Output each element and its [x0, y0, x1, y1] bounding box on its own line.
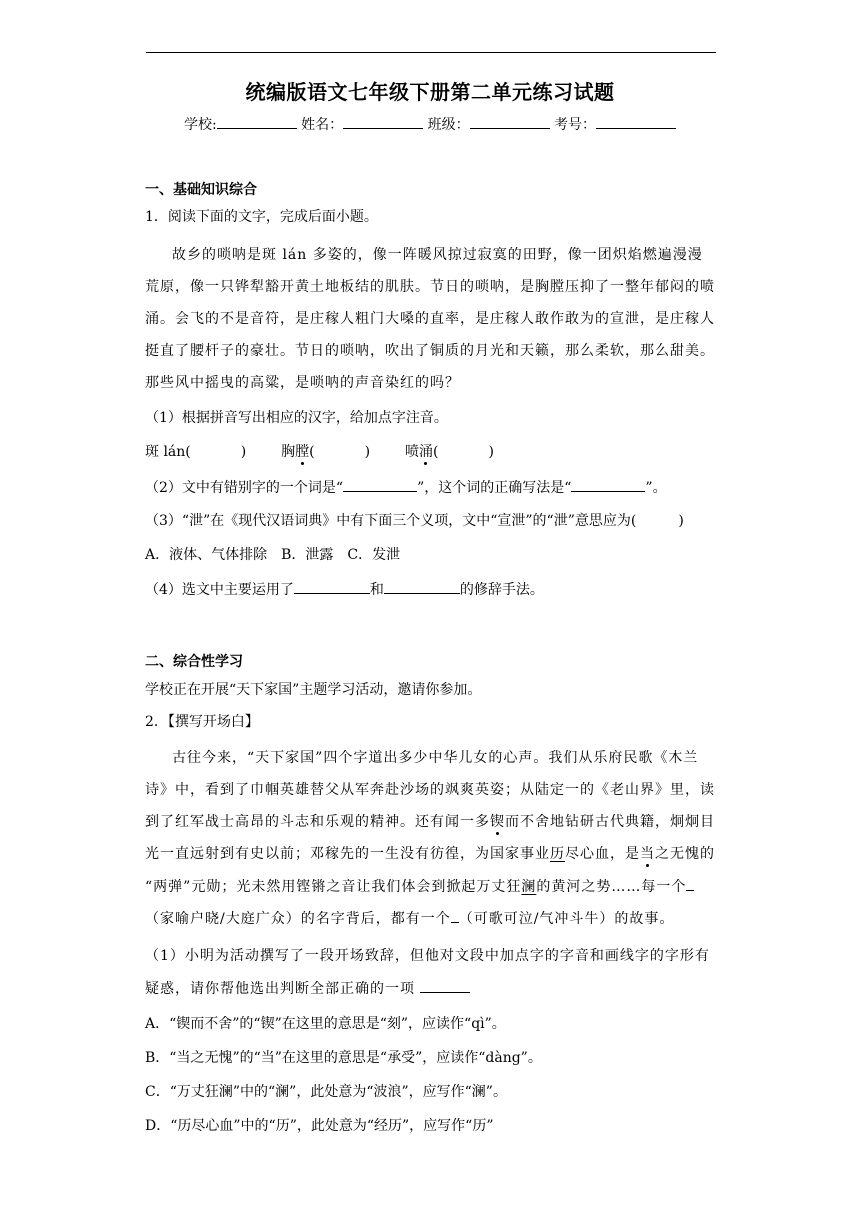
opening-line-4 — [145, 844, 715, 864]
sub-question-2-1-answer[interactable] — [420, 978, 470, 993]
sub4-blank-2[interactable] — [384, 579, 460, 594]
exam-no-blank[interactable] — [596, 114, 676, 129]
page-title: 统编版语文七年级下册第二单元练习试题 — [245, 80, 615, 104]
pinyin-c-open: ( — [432, 444, 439, 460]
class-label: 班级： — [427, 117, 470, 133]
school-blank[interactable] — [217, 114, 297, 129]
passage-line-5: 那些风中摇曳的高粱，是唢呐的声音染红的吗？ — [145, 375, 460, 391]
opening-line-4-a: 光一直远射到有史以前；邓稼先的一生没有彷徨，为国家事业 — [145, 846, 550, 862]
sub3-close: ) — [678, 513, 684, 529]
pinyin-row — [145, 442, 494, 462]
option-b[interactable]: B．“当之无愧”的“当”在这里的意思是“承受”，应读作“dàng”。 — [145, 1050, 542, 1066]
top-rule — [146, 52, 716, 53]
pinyin-b-close: ) — [364, 444, 371, 460]
pinyin-c-close: ) — [488, 444, 494, 460]
pinyin-b-pre: 胸 — [281, 444, 296, 460]
sub-question-1-4 — [145, 579, 544, 600]
sub2-text-c: ”。 — [645, 480, 667, 496]
pinyin-c-dotted-char: 涌 — [418, 444, 433, 460]
option-d[interactable]: D．“历尽心血”中的“历”，此处意为“经历”，应写作“历” — [145, 1118, 494, 1134]
sub4-text-a: （4）选文中主要运用了 — [145, 582, 294, 598]
sub4-text-b: 和 — [369, 582, 384, 598]
name-blank[interactable] — [343, 114, 423, 129]
sub3-options: A．液体、气体排除 B．泄露 C．发泄 — [145, 547, 401, 563]
exam-no-label: 考号： — [554, 117, 597, 133]
sub-question-2-1-text: 疑惑，请你帮他选出判断全部正确的一项 — [145, 981, 415, 997]
option-a[interactable]: A．“锲而不舍”的“锲”在这里的意思是“刻”，应读作“qì”。 — [145, 1016, 506, 1032]
pinyin-c-pre: 喷 — [404, 444, 419, 460]
underlined-char-li: 历 — [550, 846, 565, 862]
opening-line-2: 诗》中，看到了巾帼英雄替父从军奔赴沙场的飒爽英姿；从陆定一的《老山界》里，读 — [145, 782, 715, 798]
opening-line-5-b: 的黄河之势……每一个 — [536, 879, 687, 895]
dotted-char-dang: 当 — [640, 846, 655, 862]
opening-line-4-c: 之无愧的 — [655, 846, 715, 862]
pinyin-a-close: ) — [240, 444, 247, 460]
opening-line-3-a: 到了红军战士高昂的斗志和乐观的精神。还有闻一多 — [145, 814, 490, 830]
question-1-stem: 1．阅读下面的文字，完成后面小题。 — [145, 209, 378, 225]
word-choice-blank-1[interactable] — [686, 876, 694, 891]
sub4-blank-1[interactable] — [294, 579, 370, 594]
section2-heading: 二、综合性学习 — [145, 654, 243, 670]
sub-question-1-1: （1）根据拼音写出相应的汉字，给加点字注音。 — [145, 410, 448, 426]
pinyin-a-label: 斑 lán( — [145, 444, 191, 460]
sub-question-2-1-line-2 — [145, 978, 470, 999]
class-blank[interactable] — [470, 114, 550, 129]
sub4-text-c: 的修辞手法。 — [459, 582, 544, 598]
option-c[interactable]: C．“万丈狂澜”中的“澜”，此处意为“波浪”，应写作“澜”。 — [145, 1084, 507, 1100]
passage-line-3: 涌。会飞的不是音符，是庄稼人粗门大嗓的直率，是庄稼人敢作敢为的宣泄，是庄稼人 — [145, 311, 715, 327]
passage-line-4: 挺直了腰杆子的豪壮。节日的唢呐，吹出了铜质的月光和天籁，那么柔软，那么甜美。 — [145, 343, 715, 359]
question-2-stem: 2．【撰写开场白】 — [145, 714, 259, 730]
sub2-blank-1[interactable] — [343, 477, 417, 492]
section2-intro: 学校正在开展“天下家国”主题学习活动，邀请你参加。 — [145, 682, 482, 698]
opening-line-3-b: 而不舍地钻研古代典籍，炯炯目 — [505, 814, 715, 830]
sub2-blank-2[interactable] — [571, 477, 645, 492]
underlined-char-lan: 澜 — [521, 879, 537, 895]
sub-question-1-3 — [145, 511, 684, 531]
pinyin-b-open: ( — [309, 444, 315, 460]
dotted-char-qie: 锲 — [490, 814, 505, 830]
opening-line-6-b: （可歌可泣/气冲斗牛）的故事。 — [458, 911, 675, 927]
pinyin-b-dotted-char: 膛 — [295, 444, 310, 460]
opening-line-3 — [145, 812, 715, 832]
school-label: 学校: — [183, 117, 217, 133]
student-info-row — [0, 114, 860, 134]
sub3-text: （3）“泄”在《现代汉语词典》中有下面三个义项，文中“宣泄”的“泄”意思应为( — [145, 513, 637, 529]
opening-line-6-a: （家喻户晓/大庭广众）的名字背后，都有一个 — [145, 911, 451, 927]
opening-line-6 — [145, 908, 674, 929]
sub-question-2-1-line-1: （1）小明为活动撰写了一段开场致辞，但他对文段中加点字的字音和画线字的字形有 — [145, 948, 710, 964]
opening-line-5-a: “两弹”元勋；光未然用铿锵之音让我们体会到掀起万丈狂 — [145, 879, 522, 895]
word-choice-blank-2[interactable] — [451, 908, 459, 923]
passage-line-2: 荒原，像一只铧犁豁开黄土地板结的肌肤。节日的唢呐，是胸膛压抑了一整年郁闷的喷 — [145, 279, 715, 295]
sub2-text-a: （2）文中有错别字的一个词是“ — [145, 480, 344, 496]
section1-heading: 一、基础知识综合 — [145, 182, 257, 198]
sub2-text-b: ”，这个词的正确写法是“ — [417, 480, 572, 496]
opening-line-5 — [145, 876, 694, 897]
opening-line-4-b: 尽心血，是 — [565, 846, 640, 862]
opening-line-1: 古往今来，“天下家国”四个字道出多少中华儿女的心声。我们从乐府民歌《木兰 — [172, 750, 699, 766]
sub-question-1-2 — [145, 477, 667, 498]
passage-line-1: 故乡的唢呐是斑 lán 多姿的，像一阵暖风掠过寂寞的田野，像一团炽焰燃遍漫漫 — [172, 247, 703, 263]
name-label: 姓名： — [301, 117, 344, 133]
